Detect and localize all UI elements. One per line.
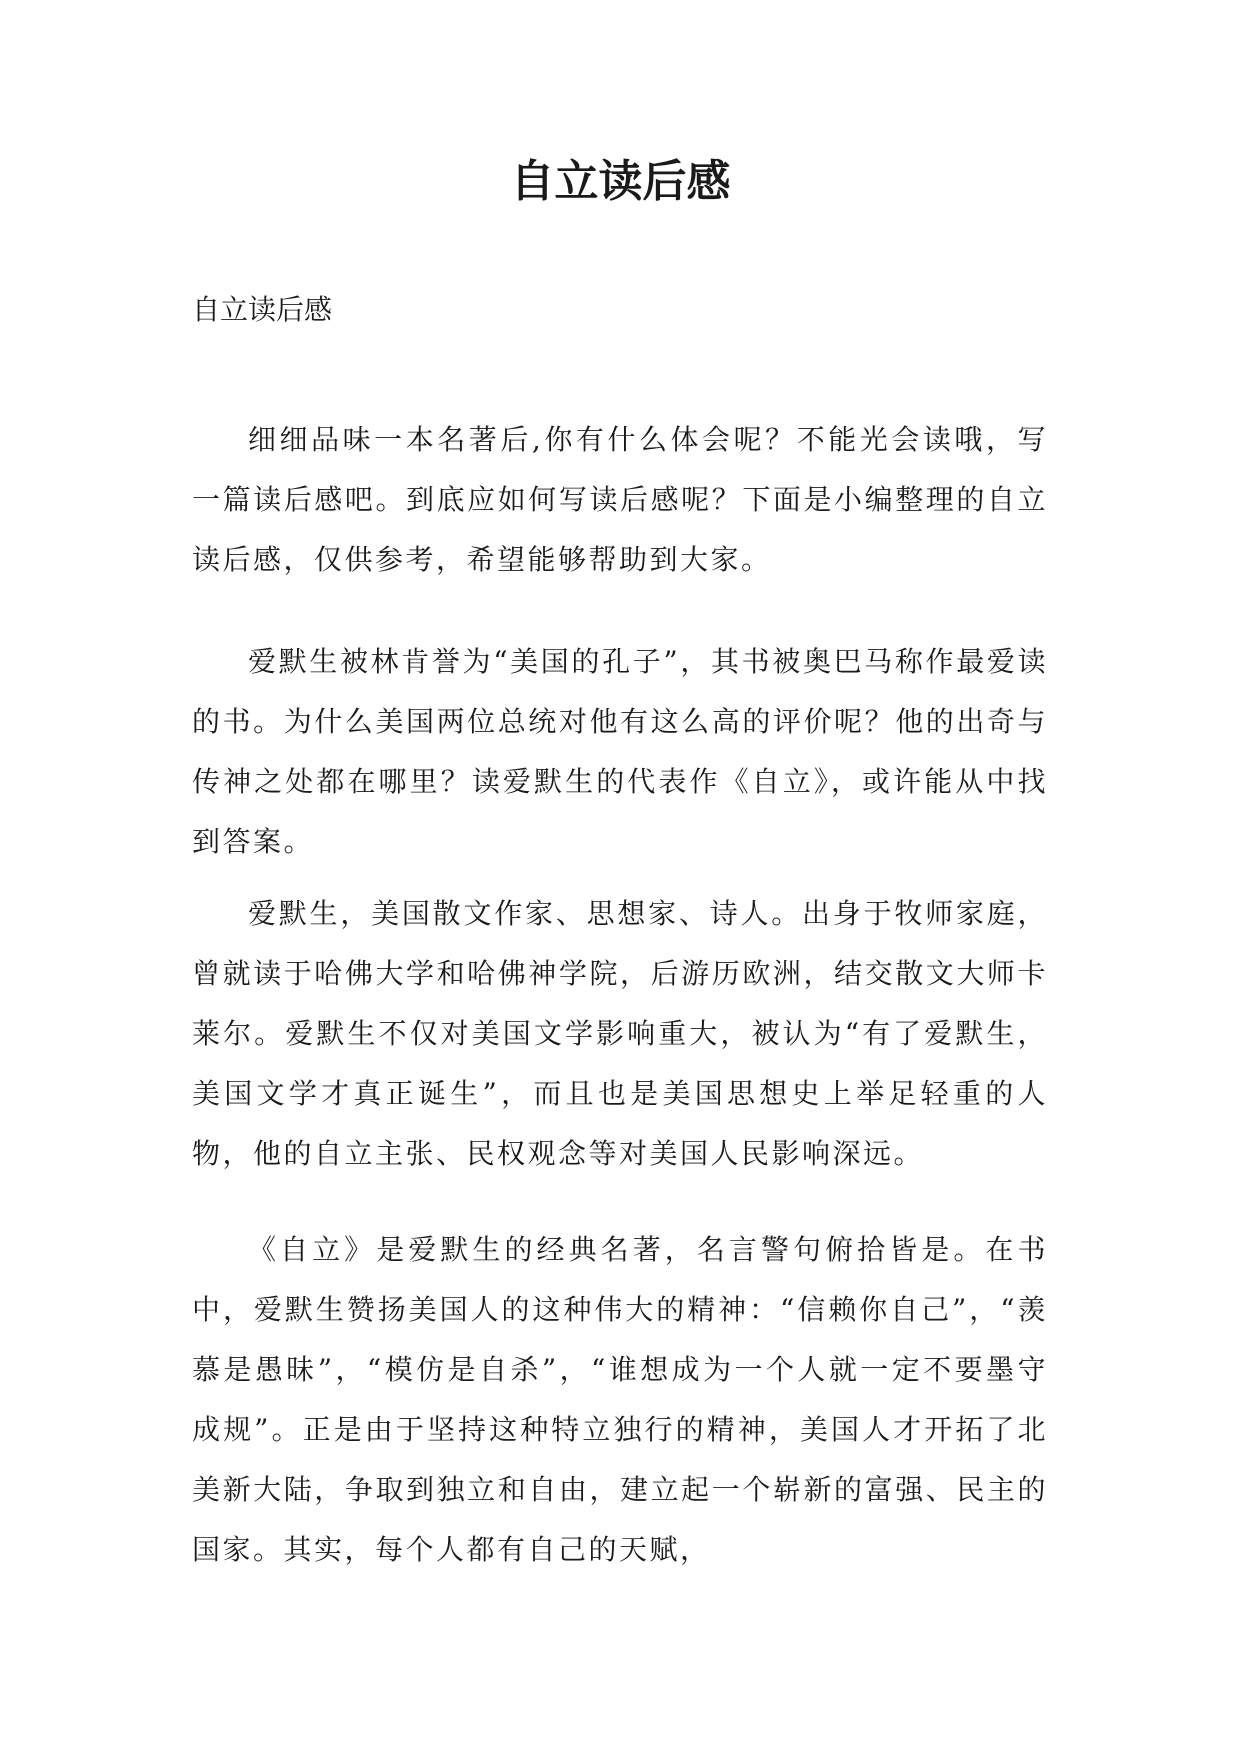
paragraph-emerson-bio: 爱默生，美国散文作家、思想家、诗人。出身于牧师家庭，曾就读于哈佛大学和哈佛神学院，后游历欧洲，结交散文大师卡莱尔。爱默生不仅对美国文学影响重大，被认为“有了爱默生，美国文学才真正诞生”，而且也是美国思想史上举足轻重的人物，他的自立主张、民权观念等对美国人民影响深远。 xyxy=(192,897,1048,1170)
paragraph-intro: 细细品味一本名著后,你有什么体会呢？不能光会读哦，写一篇读后感吧。到底应如何写读后感呢？下面是小编整理的自立读后感，仅供参考，希望能够帮助到大家。 xyxy=(192,423,1048,576)
paragraph-lincoln-praise: 爱默生被林肯誉为“美国的孔子”，其书被奥巴马称作最爱读的书。为什么美国两位总统对他有这么高的评价呢？他的出奇与传神之处都在哪里？读爱默生的代表作《自立》，或许能从中找到答案。 xyxy=(192,645,1048,858)
paragraph-self-reliance: 《自立》是爱默生的经典名著，名言警句俯拾皆是。在书中，爱默生赞扬美国人的这种伟大的精神：“信赖你自己”，“羡慕是愚昧”，“模仿是自杀”，“谁想成为一个人就一定不要墨守成规”。正是由于坚持这种特立独行的精神，美国人才开拓了北美新大陆，争取到独立和自由，建立起一个崭新的富强、民主的国家。其实，每个人都有自己的天赋， xyxy=(192,1233,1048,1566)
document-subtitle: 自立读后感 xyxy=(192,293,333,326)
page-title: 自立读后感 xyxy=(510,156,731,207)
